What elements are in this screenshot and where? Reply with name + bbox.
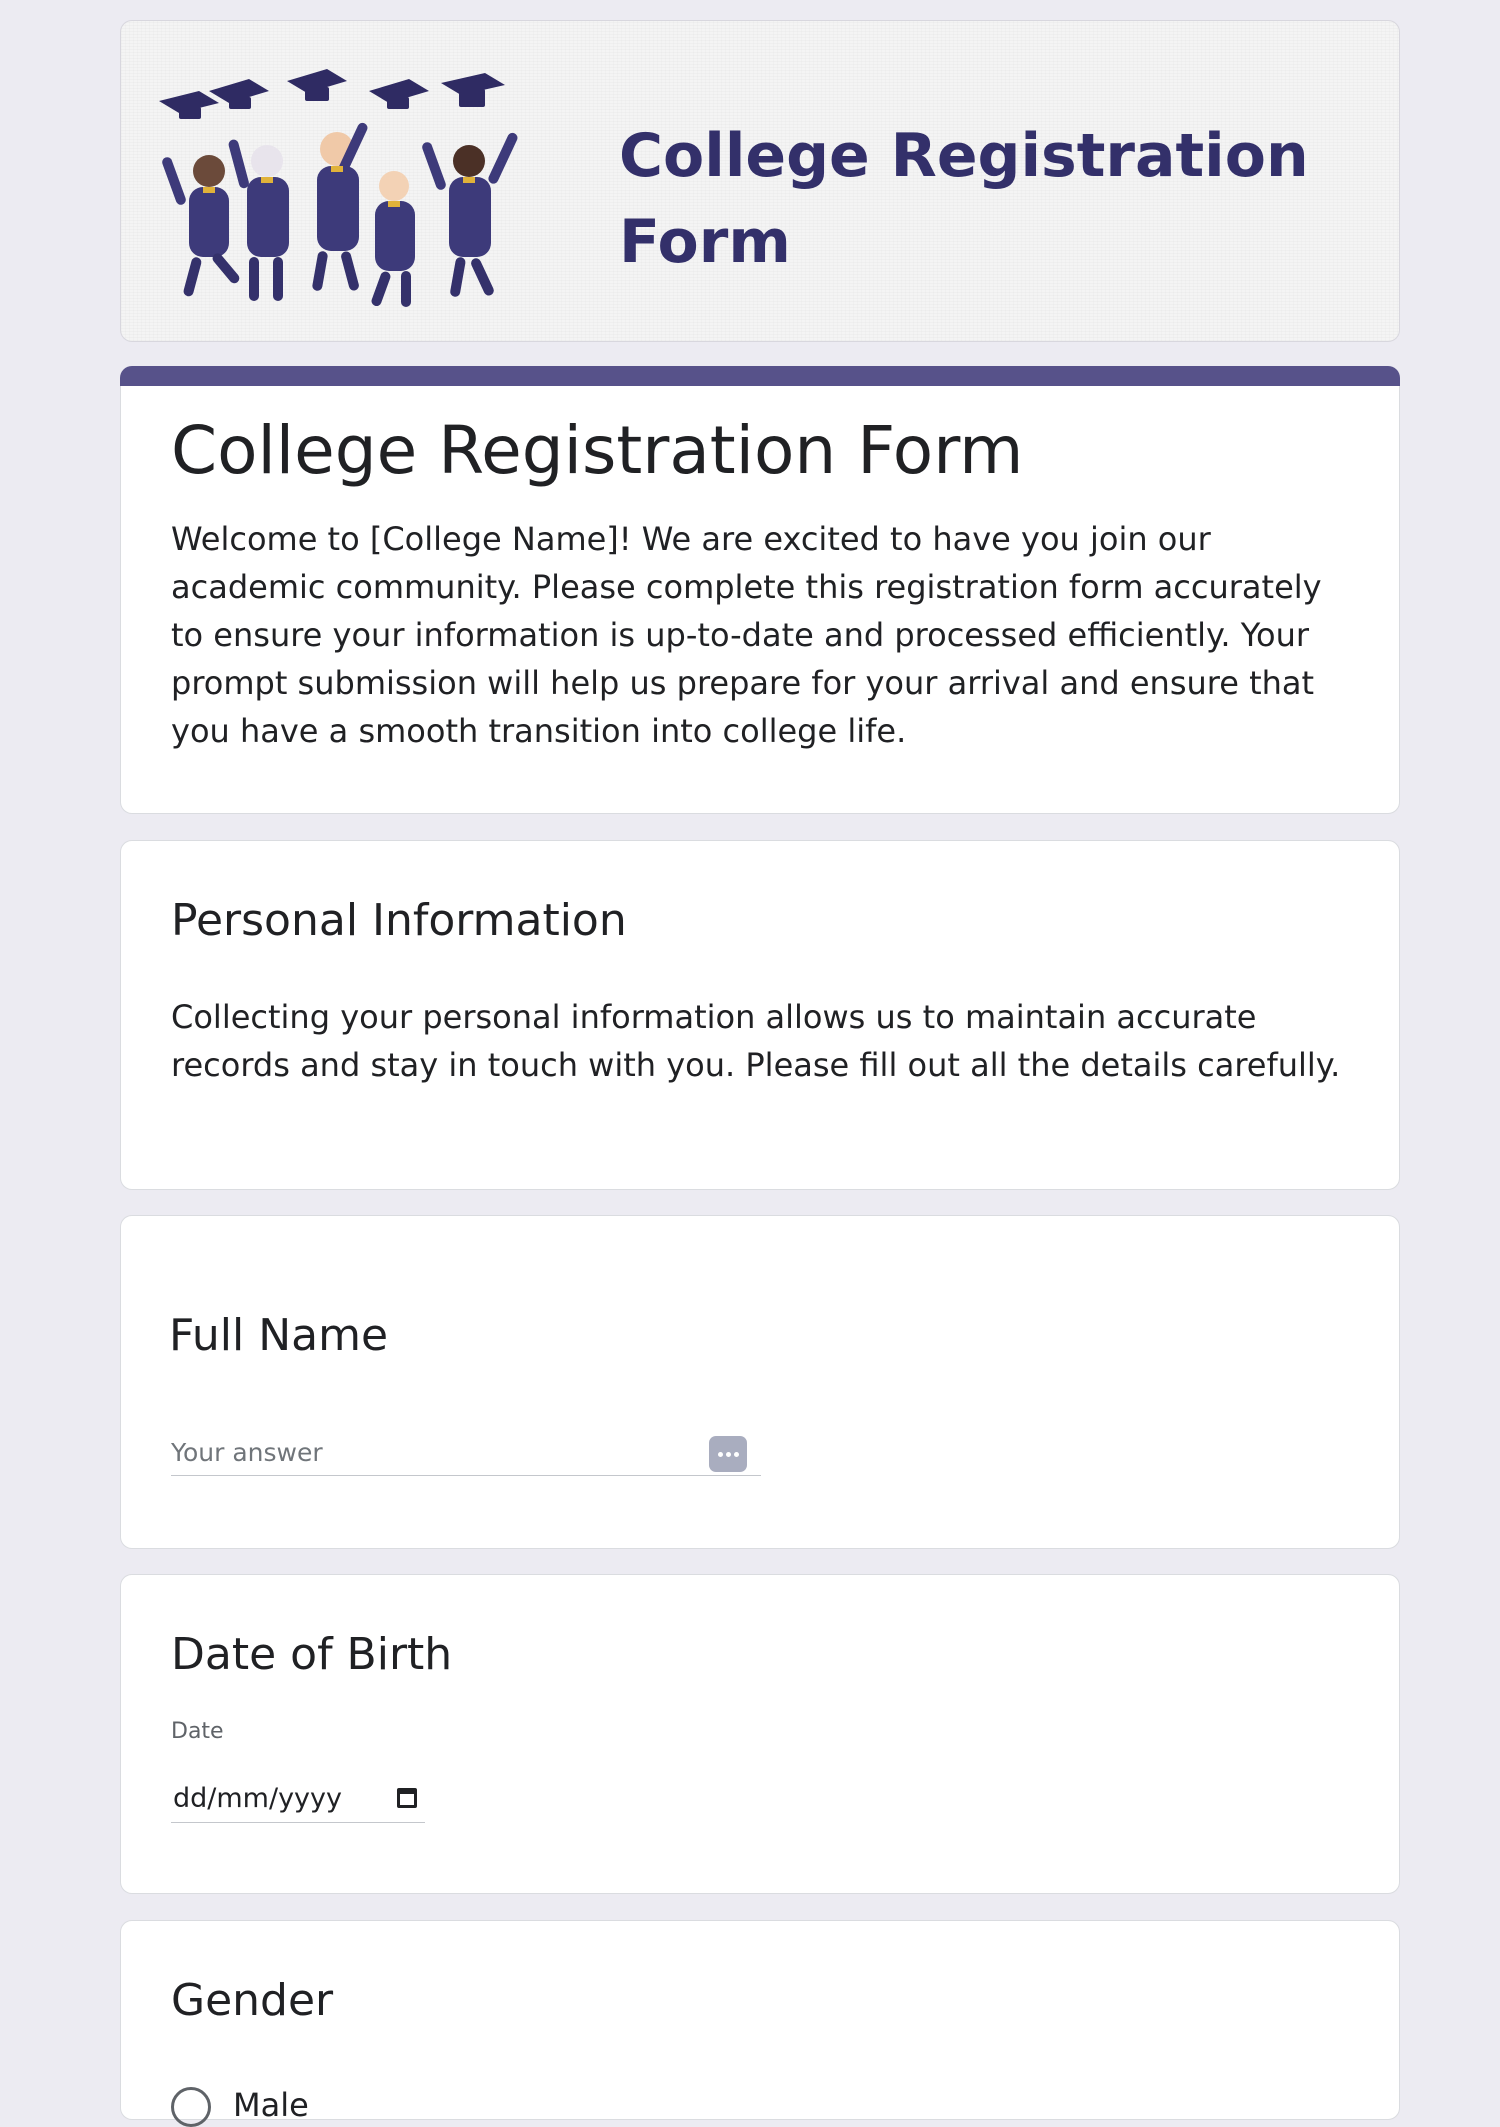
banner-title: College Registration Form bbox=[619, 121, 1309, 277]
question-title: Gender bbox=[171, 1975, 334, 2026]
graduates-celebrating-illustration bbox=[149, 61, 579, 331]
full-name-input[interactable] bbox=[171, 1430, 761, 1476]
accent-bar bbox=[120, 366, 1400, 386]
form-header-card bbox=[120, 366, 1400, 814]
date-input[interactable] bbox=[171, 1771, 425, 1823]
question-title: Full Name bbox=[169, 1310, 389, 1361]
section-description: Collecting your personal information allows us to maintain accurate records and stay in touch with you. Please fill out all the details carefully. bbox=[171, 998, 1341, 1084]
form-title: College Registration Form bbox=[171, 412, 1024, 489]
question-card-full-name bbox=[120, 1215, 1400, 1549]
header-banner bbox=[120, 20, 1400, 342]
more-options-icon[interactable] bbox=[709, 1436, 747, 1472]
date-field-label: Date bbox=[171, 1719, 224, 1744]
radio-male[interactable] bbox=[171, 2087, 211, 2127]
form-description: Welcome to [College Name]! We are excited to have you join our academic community. Please complete this registration form accurately to ensure your information is up-to-date and processed efficiently. Your prompt submission will help us prepare for your arrival and ensure that you have a smooth transition into college life. bbox=[171, 520, 1322, 750]
section-title: Personal Information bbox=[171, 895, 627, 946]
date-value: dd/mm/yyyy bbox=[173, 1783, 342, 1814]
question-card-date-of-birth bbox=[120, 1574, 1400, 1894]
question-card-gender bbox=[120, 1920, 1400, 2124]
radio-label-male: Male bbox=[233, 2086, 309, 2124]
calendar-icon[interactable] bbox=[397, 1788, 417, 1808]
section-card-personal-information bbox=[120, 840, 1400, 1190]
question-title: Date of Birth bbox=[171, 1629, 453, 1680]
